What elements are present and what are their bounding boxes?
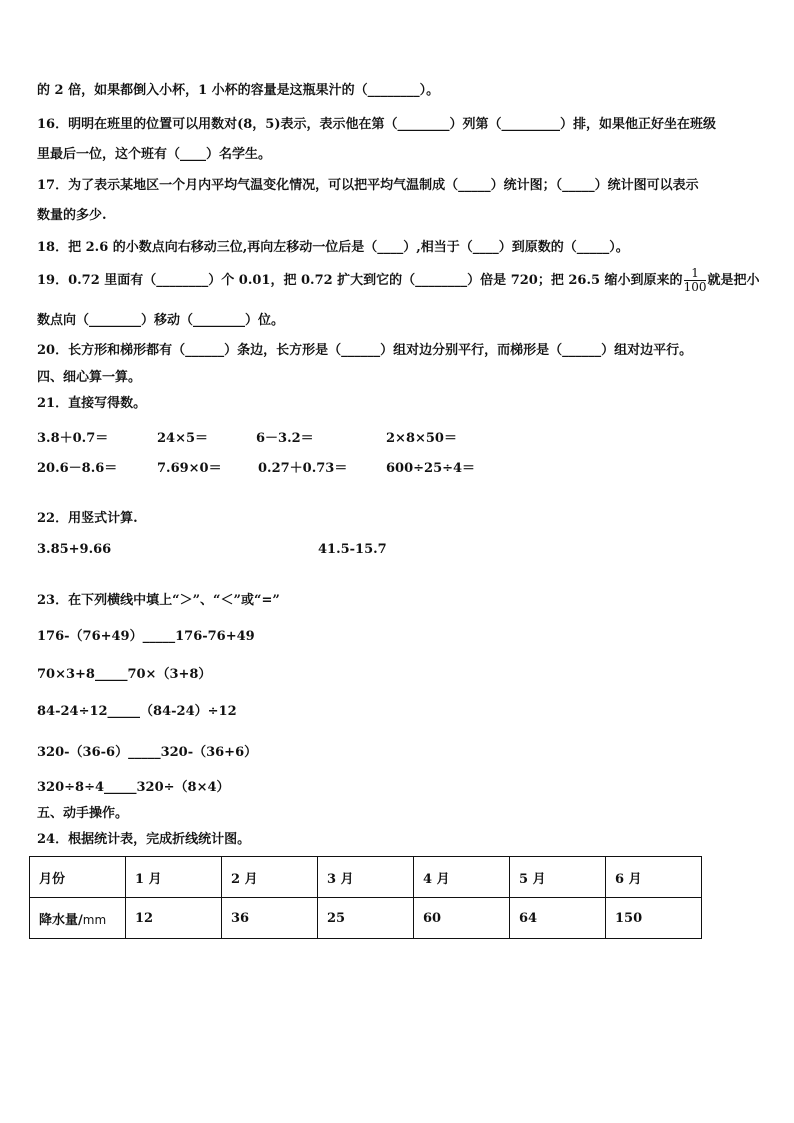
q23-item: 70×3+8_____70×（3+8）: [37, 667, 212, 682]
value-cell: 150: [606, 898, 702, 939]
month-cell: 1 月: [126, 857, 222, 898]
fraction-one-hundredth: [684, 267, 707, 294]
q23-item: 176-（76+49）_____176-76+49: [37, 629, 255, 644]
value-cell: 64: [510, 898, 606, 939]
question-23: 23．在下列横线中填上“＞”、“＜”或“=”: [37, 593, 280, 608]
question-17-line-1: 17．为了表示某地区一个月内平均气温变化情况，可以把平均气温制成（_____）统计图；（_____）统计图可以表示: [37, 178, 699, 193]
row-label: [30, 898, 126, 939]
q21-item: 3.8＋0.7＝: [37, 431, 109, 446]
question-19-text: 19．0.72 里面有（________）个 0.01，把 0.72 扩大到它的（________）倍是 720；把 26.5 缩小到原来的: [37, 273, 683, 288]
q23-item: 320-（36-6）_____320-（36+6）: [37, 745, 258, 760]
table-header-label: 月份: [30, 857, 126, 898]
month-cell: 4 月: [414, 857, 510, 898]
fraction-numerator: 1: [684, 267, 707, 281]
question-21: 21．直接写得数。: [37, 396, 147, 411]
question-24: 24．根据统计表，完成折线统计图。: [37, 832, 251, 847]
q23-item: 320÷8÷4_____320÷（8×4）: [37, 780, 230, 795]
q22-item: 3.85+9.66: [37, 542, 112, 557]
value-cell: 60: [414, 898, 510, 939]
question-20: 20．长方形和梯形都有（______）条边，长方形是（______）组对边分别平行，而梯形是（______）组对边平行。: [37, 343, 693, 358]
row-label-text: 降水量/: [39, 912, 83, 928]
month-cell: 5 月: [510, 857, 606, 898]
q21-item: 24×5＝: [157, 431, 209, 446]
value-cell: 36: [222, 898, 318, 939]
table-header-row: [30, 857, 702, 898]
fraction-denominator: 100: [683, 280, 707, 294]
q21-item: 6－3.2＝: [256, 431, 314, 446]
question-19-line-2: 数点向（________）移动（________）位。: [37, 313, 285, 328]
q21-item: 20.6－8.6＝: [37, 461, 118, 476]
q23-item: 84-24÷12_____（84-24）÷12: [37, 704, 237, 719]
q21-item: 2×8×50＝: [386, 431, 457, 446]
question-16-line-2: 里最后一位，这个班有（____）名学生。: [37, 147, 272, 162]
month-cell: 6 月: [606, 857, 702, 898]
question-19-text-end: 就是把小: [707, 273, 760, 288]
q21-item: 0.27＋0.73＝: [258, 461, 348, 476]
question-17-line-2: 数量的多少.: [37, 208, 107, 223]
section-5-heading: 五、动手操作。: [37, 806, 129, 821]
question-19-line-1: [37, 266, 759, 296]
row-unit: mm: [82, 912, 107, 927]
value-cell: 25: [318, 898, 414, 939]
month-cell: 3 月: [318, 857, 414, 898]
q22-item: 41.5-15.7: [318, 542, 387, 557]
question-15-continuation: 的 2 倍，如果都倒入小杯，1 小杯的容量是这瓶果汁的（________）。: [37, 83, 440, 98]
question-22: 22．用竖式计算.: [37, 511, 138, 526]
q21-item: 600÷25÷4＝: [386, 461, 476, 476]
month-cell: 2 月: [222, 857, 318, 898]
rainfall-table: [29, 856, 702, 939]
q21-item: 7.69×0＝: [157, 461, 222, 476]
question-18: 18．把 2.6 的小数点向右移动三位,再向左移动一位后是（____）,相当于（____）到原数的（_____）。: [37, 240, 629, 255]
table-row: [30, 898, 702, 939]
section-4-heading: 四、细心算一算。: [37, 370, 142, 385]
question-16-line-1: 16．明明在班里的位置可以用数对(8，5)表示，表示他在第（________）列第（_________）排，如果他正好坐在班级: [37, 117, 716, 132]
value-cell: 12: [126, 898, 222, 939]
